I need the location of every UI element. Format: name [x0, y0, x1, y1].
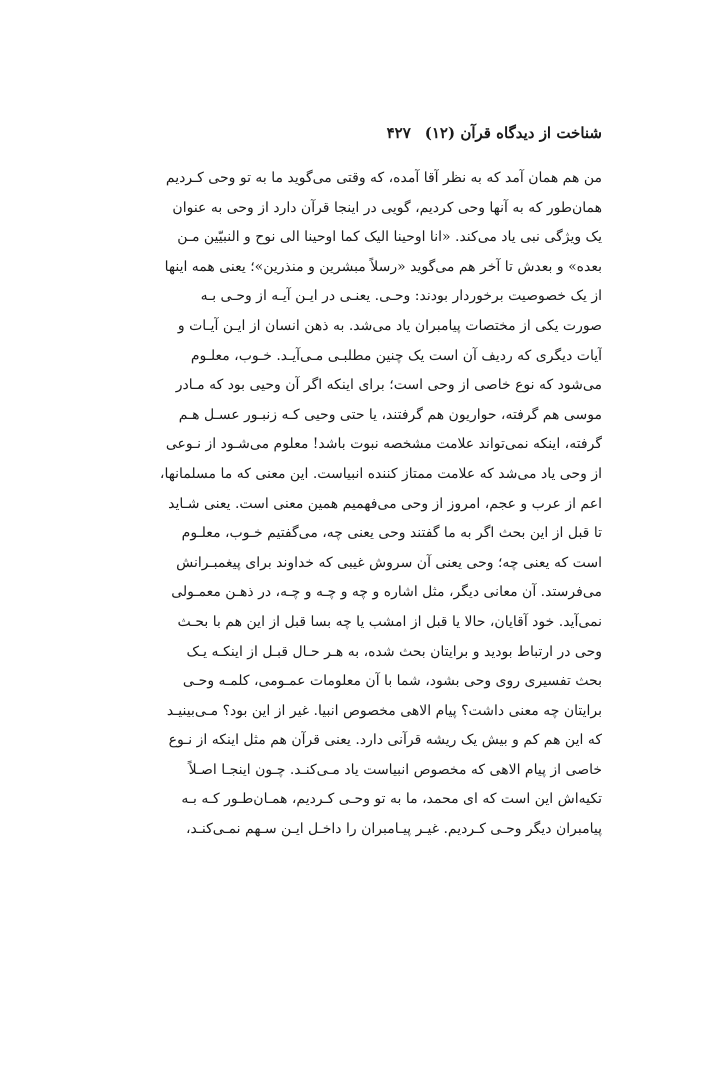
text-line: موسی هم گرفته، حواریون هم گرفتند، یا حتی وحیی کـه زنبـور عسـل هـم: [178, 406, 602, 423]
text-line: اعم از عرب و عجم، امروز از وحی می‌فهمیم همین معنی است. یعنی شـاید: [168, 495, 602, 512]
text-line: صورت یکی از مختصات پیامبران یاد می‌شد. به ذهن انسان از ایـن آیـات و: [177, 317, 602, 334]
chapter-title: شناخت از دیدگاه قرآن (۱۲): [424, 124, 602, 142]
text-line: است که یعنی چه؛ وحی یعنی آن سروش غیبی که خداوند برای پیغمبـرانش: [176, 554, 602, 571]
page-number: ۴۲۷: [386, 124, 411, 142]
body-text: [105, 164, 602, 845]
text-line: بحث تفسیری روی وحی بشود، شما با آن معلومات عمـومی، کلمـه وحـی: [182, 673, 602, 690]
text-line: من هم همان آمد که به نظر آقا آمده، که وقتی می‌گوید ما به تو وحی کـردیم: [165, 170, 602, 186]
text-line: گرفته، اینکه نمی‌تواند علامت مشخصه نبوت باشد! معلوم می‌شـود از نـوعی: [165, 436, 602, 453]
text-line: می‌شود که نوع خاصی از وحی است؛ برای اینکه اگر آن وحیی بود که مـادر: [175, 377, 602, 394]
text-line: آیات دیگری که ردیف آن است یک چنین مطلبـی مـی‌آیـد. خـوب، معلـوم: [190, 347, 602, 364]
text-line: که این هم کم و بیش یک ریشه قرآنی دارد. یعنی قرآن هم مثل اینکه از نـوع: [168, 732, 602, 749]
running-header: [118, 121, 602, 145]
text-line: می‌فرستد. آن معانی دیگر، مثل اشاره و چه و چـه و چـه، در ذهـن معمـولی: [171, 584, 602, 601]
text-line: همان‌طور که به آنها وحی کردیم، گویی در اینجا قرآن دارد از وحی به عنوان: [172, 199, 602, 216]
text-line: یک ویژگی نبی یاد می‌کند. «انا اوحینا الیک کما اوحینا الی نوح و النبیّین مـن: [177, 229, 602, 246]
text-line: نمی‌آید. خود آقایان، حالا یا قبل از امشب یا چه بسا قبل از این هم با بحـث: [177, 613, 602, 630]
text-line: از وحی یاد می‌شد که علامت ممتاز کننده انبیاست. این معنی که ما مسلمانها،: [159, 465, 602, 482]
text-line: بعده» و بعدش تا آخر هم می‌گوید «رسلاً مبشرین و منذرین»؛ یعنی همه اینها: [164, 258, 602, 275]
text-line: تکیه‌اش این است که ای محمد، ما به تو وحـی کـردیم، همـان‌طـور کـه بـه: [181, 791, 602, 808]
text-line: تا قبل از این بحث اگر به ما گفتند وحی یعنی چه، می‌گفتیم خـوب، معلـوم: [181, 525, 602, 542]
text-line: خاصی از پیام الاهی که مخصوص انبیاست یاد مـی‌کنـد. چـون اینجـا اصـلاً: [188, 761, 602, 778]
text-line: وحی در ارتباط بودید و برایتان بحث شده، به هـر حـال قبـل از اینکـه یـک: [186, 643, 602, 660]
text-line: برایتان چه معنی داشت؟ پیام الاهی مخصوص انبیا. غیر از این بود؟ مـی‌بینیـد: [166, 702, 602, 719]
text-line: از یک خصوصیت برخوردار بودند: وحـی. یعنـی در ایـن آیـه از وحـی بـه: [200, 288, 602, 305]
text-line: پیامبران دیگر وحـی کـردیم. غیـر پیـامبران را داخـل ایـن سـهم نمـی‌کنـد،: [185, 821, 602, 838]
